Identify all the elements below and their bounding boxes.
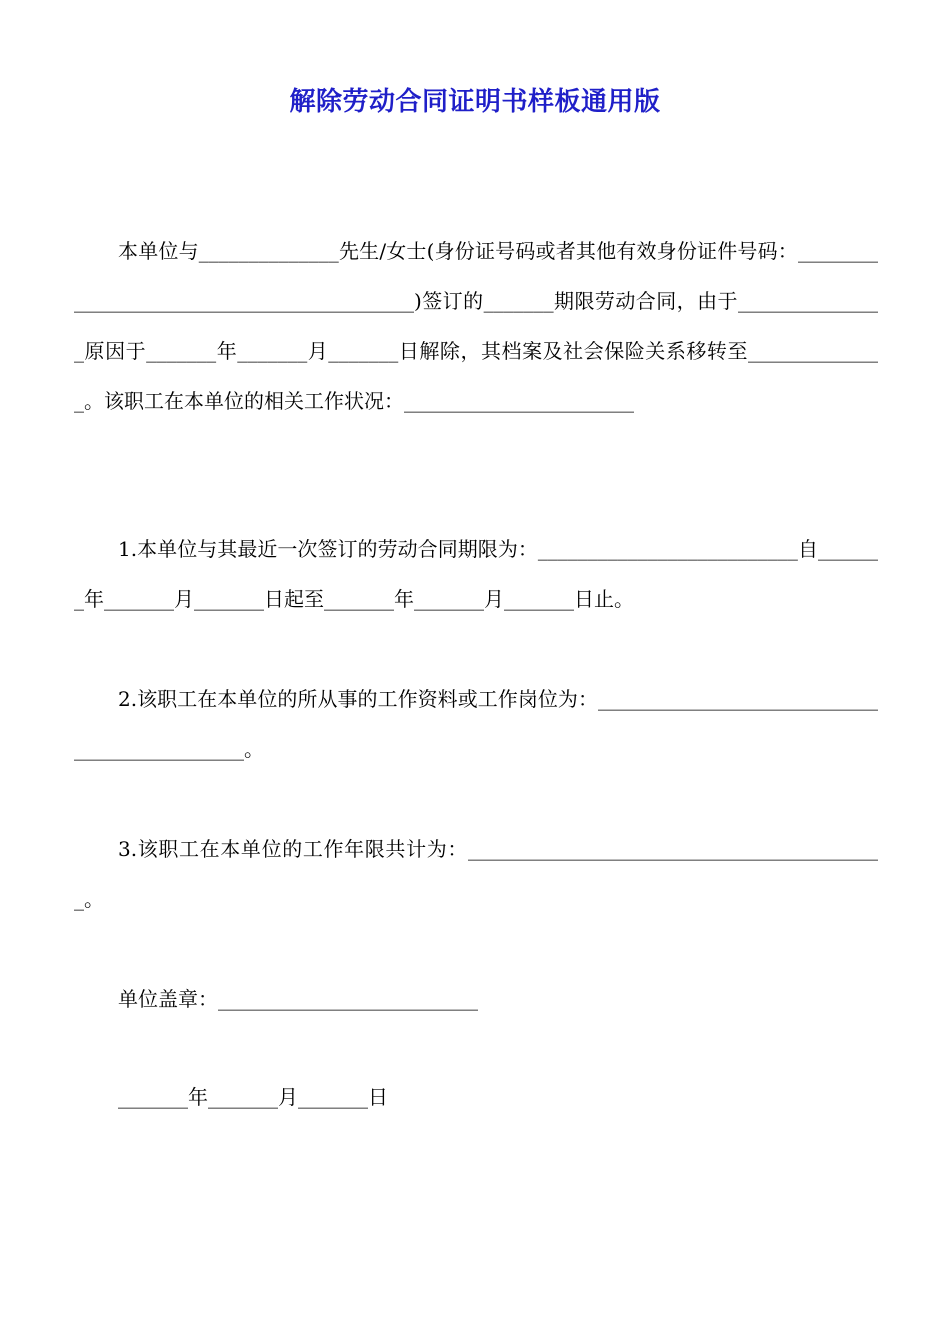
intro-paragraph-block <box>74 226 878 426</box>
intro-paragraph: 本单位与______________先生/女士(身份证号码或者其他有效身份证件号码：__________________________________________)签订的_______期限劳动合同，由于_______________原因于_______年_______月_______日解除，其档案及社会保险关系移转至______________。该职工在本单位的相关工作状况：_______________________ <box>74 239 878 413</box>
item-3-block <box>74 824 878 924</box>
date-block <box>74 1072 878 1122</box>
item-1-paragraph: 1.本单位与其最近一次签订的劳动合同期限为：__________________________自_______年_______月_______日起至_______年_______月_______日止。 <box>74 537 878 611</box>
item-2-paragraph: 2.该职工在本单位的所从事的工作资料或工作岗位为：_____________________________________________。 <box>74 687 878 761</box>
seal-block <box>74 974 878 1024</box>
document-title: 解除劳动合同证明书样板通用版 <box>289 87 661 117</box>
item-3-paragraph: 3.该职工在本单位的工作年限共计为：__________________________________________。 <box>74 837 878 911</box>
item-1-block <box>74 524 878 624</box>
item-2-block <box>74 674 878 774</box>
date-line: _______年_______月_______日 <box>118 1085 388 1109</box>
seal-line: 单位盖章：__________________________ <box>118 987 478 1011</box>
